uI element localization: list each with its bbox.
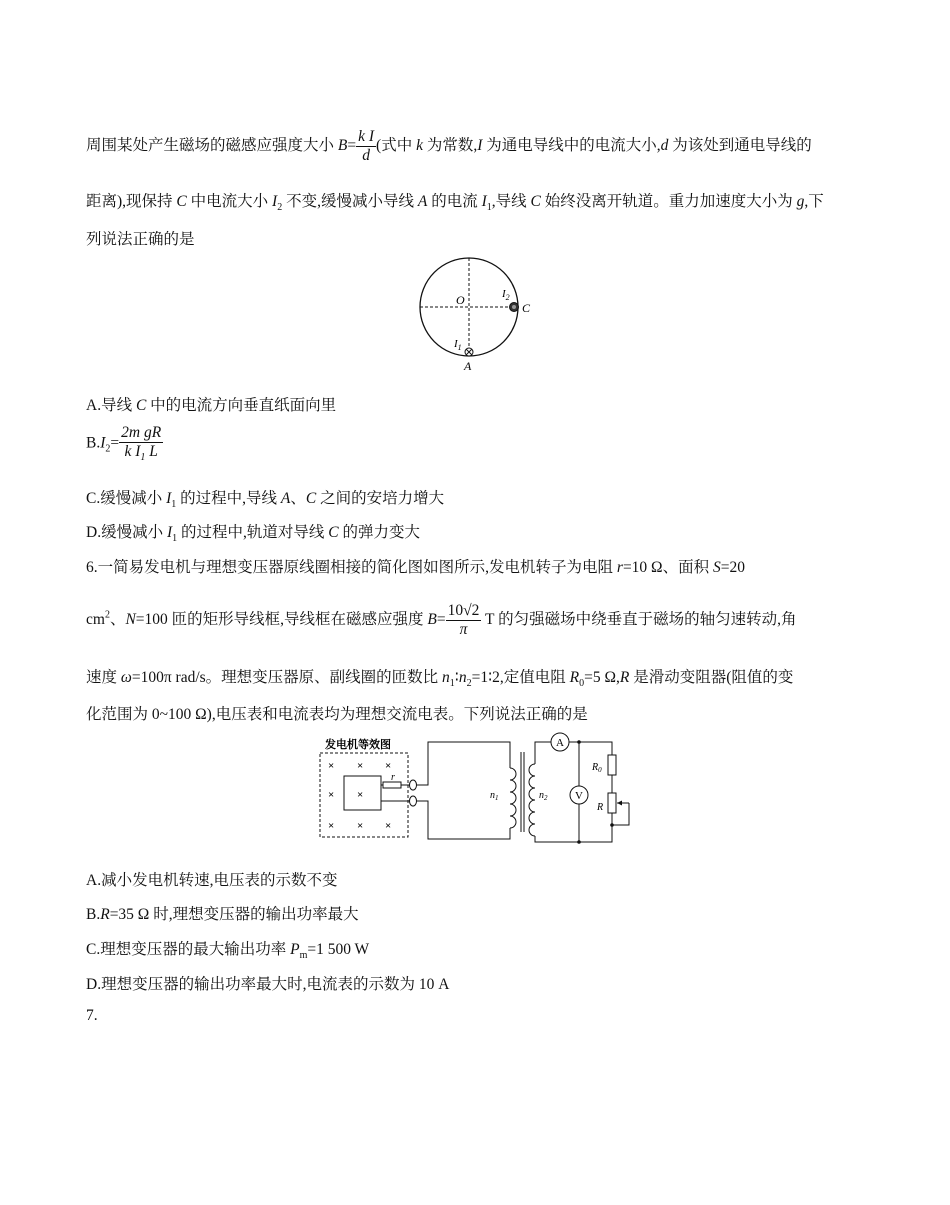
svg-text:V: V (575, 790, 583, 802)
text-line-3: 列说法正确的是 (86, 231, 195, 248)
q6-line-1: 6.一简易发电机与理想变压器原线圈相接的简化图如图所示,发电机转子为电阻 r=10 Ω、面积 S=20 (86, 559, 745, 576)
svg-text:n2: $n_2$ (539, 790, 548, 802)
svg-text:×: × (385, 760, 392, 772)
label-C: C (522, 301, 531, 315)
svg-text:A: A (556, 737, 564, 749)
q5-option-a: A.导线 C 中的电流方向垂直纸面向里 (86, 397, 337, 414)
q6-option-b: B.R=35 Ω 时,理想变压器的输出功率最大 (86, 906, 359, 923)
rheostat-R (608, 793, 616, 813)
fraction-kI-over-d: $\frac{\text{k I}}{d}$ (358, 128, 375, 164)
text-line-1: 周围某处产生磁场的磁感应强度大小 B= $\frac{\text{k I}}{d}$ (式中 k 为常数,I 为通电导线中的电流大小,d 为该处到通电导线的 (86, 128, 812, 164)
resistor-R0 (608, 755, 616, 775)
label-O: O (456, 293, 465, 307)
label-A: A (464, 359, 472, 373)
q5-option-c: C.缓慢减小 $I_1$ 的过程中,导线 A、C 之间的安培力增大 (86, 490, 445, 511)
q6-line-3: 速度 ω=100π rad/s。理想变压器原、副线圈的匝数比 $n_1∶n_2=1∶2$,定值电阻 $R_0=5$ Ω,R 是滑动变阻器(阻值的变 (86, 669, 794, 690)
q6-option-c: C.理想变压器的最大输出功率 $P_m=1$ 500 W (86, 941, 370, 962)
generator-transformer-circuit (315, 732, 645, 847)
svg-text:×: × (328, 760, 335, 772)
fraction-10root2-over-pi: $\frac{10√2}{\pi}$ (447, 602, 480, 638)
svg-text:I1: $I_1$ (454, 338, 462, 352)
svg-text:n1: $n_1$ (490, 790, 499, 802)
q6-line-2: $cm^2$、N=100 匝的矩形导线框,导线框在磁感应强度 B= $\frac{10√2}{\pi}$ T 的匀强磁场中绕垂直于磁场的轴匀速转动,角 (86, 602, 797, 638)
text-line-2: 距离),现保持 C 中电流大小 $I_2$ 不变,缓慢减小导线 A 的电流 $I_1$,导线 C 始终没离开轨道。重力加速度大小为 g,下 (86, 193, 824, 214)
q5-option-d: D.缓慢减小 $I_1$ 的过程中,轨道对导线 C 的弹力变大 (86, 524, 420, 545)
svg-text:×: × (385, 820, 392, 832)
generator-title: 发电机等效图 (325, 738, 391, 751)
svg-text:I2: $I_2$ (502, 288, 510, 302)
svg-text:×: × (357, 820, 364, 832)
circle-track-figure (410, 250, 540, 375)
fraction-2mgR: $\frac{\text{2m gR}}{k I_1 L}$ (121, 424, 162, 463)
svg-text:×: × (357, 789, 364, 801)
svg-text:×: × (328, 820, 335, 832)
question-7-number: 7. (86, 1007, 98, 1024)
svg-text:R: R (597, 802, 604, 813)
q6-option-d: D.理想变压器的输出功率最大时,电流表的示数为 10 A (86, 976, 450, 993)
q5-option-b: $B.I_2=$ $\frac{\text{2m gR}}{k I_1 L}$ (86, 424, 162, 463)
q6-option-a: A.减小发电机转速,电压表的示数不变 (86, 872, 338, 889)
svg-text:×: × (357, 760, 364, 772)
svg-text:r: r (391, 772, 395, 783)
wire-A-cross-icon (465, 348, 473, 356)
svg-text:R0: $R_0$ (592, 762, 602, 774)
q6-line-4: 化范围为 0~100 Ω),电压表和电流表均为理想交流电表。下列说法正确的是 (86, 706, 588, 723)
svg-text:×: × (328, 789, 335, 801)
